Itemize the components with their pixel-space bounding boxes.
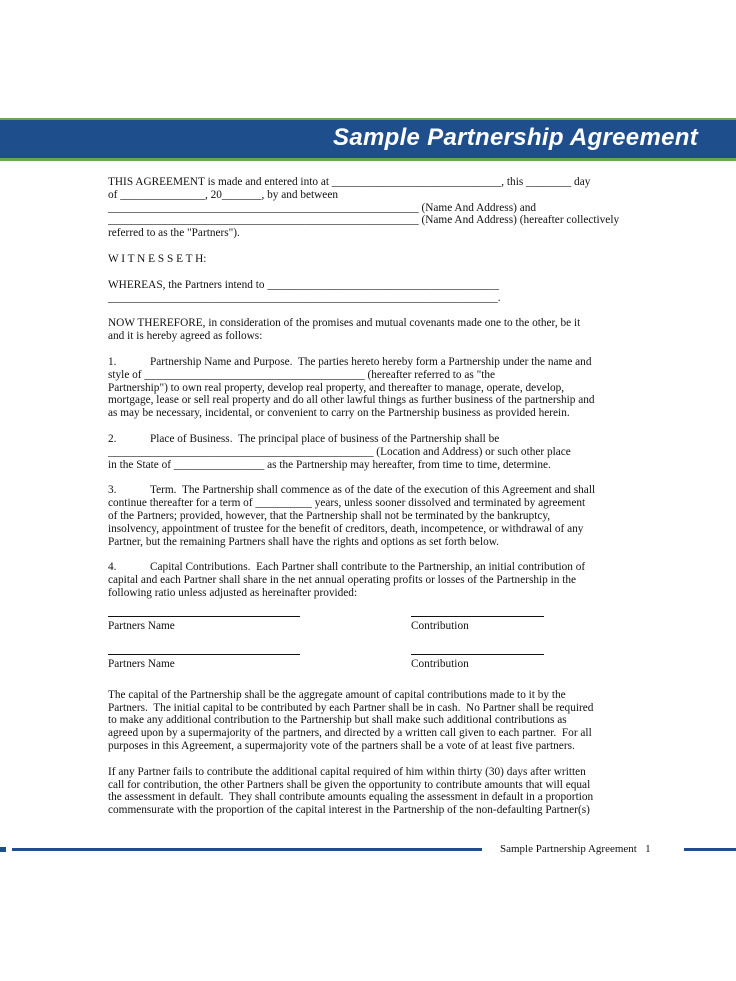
signature-line — [108, 654, 300, 655]
text-line: as may be necessary, incidental, or convenient to carry on the Partnership business as provided herein. — [108, 407, 570, 420]
text-line: insolvency, appointment of trustee for the benefit of creditors, death, incompetence, or withdrawal of any — [108, 522, 584, 535]
footer-rule-right — [684, 848, 736, 851]
text-line: mortgage, lease or sell real property and do all other lawful things as further business of the partnership and — [108, 394, 595, 407]
text-line: agreed upon by a supermajority of the partners, and directed by a written call given to each partner. For all — [108, 727, 592, 740]
signature-line — [411, 616, 544, 617]
document-title: Sample Partnership Agreement — [333, 124, 698, 151]
section-text: Term. The Partnership shall commence as of the date of the execution of this Agreement and shall — [150, 484, 596, 497]
text-line: of _______________, 20_______, by and between — [108, 188, 338, 201]
text-line — [108, 433, 628, 446]
witnesseth-heading — [108, 253, 628, 266]
text-line: Partners. The initial capital to be contributed by each Partner shall be in cash. No Partner shall be required — [108, 701, 594, 714]
now-therefore-paragraph — [108, 317, 628, 343]
text-line — [108, 484, 628, 497]
default-paragraph — [108, 766, 628, 817]
text-line: _______________________________________________ (Location and Address) or such other place — [108, 445, 571, 458]
footer-title: Sample Partnership Agreement — [500, 843, 637, 855]
section-2 — [108, 433, 628, 471]
text-line: _______________________________________________________ (Name And Address) and — [108, 201, 537, 214]
contribution-caption: Contribution — [411, 619, 469, 632]
contribution-field — [411, 613, 544, 633]
section-text: Place of Business. The principal place of business of the Partnership shall be — [150, 432, 500, 445]
document-body — [108, 176, 628, 830]
text-line — [108, 561, 628, 574]
text-line: referred to as the "Partners"). — [108, 227, 240, 240]
section-number: 4. — [108, 561, 117, 574]
text-line: the assessment in default. They shall contribute amounts equaling the assessment in default in a proportion — [108, 791, 594, 804]
text-line: in the State of ________________ as the Partnership may hereafter, from time to time, determine. — [108, 458, 551, 471]
text-line: to make any additional contribution to the Partnership but shall make such additional contributions as — [108, 714, 567, 727]
section-1 — [108, 356, 628, 420]
text-line: purposes in this Agreement, a supermajority vote of the partners shall be a vote of at least five partners. — [108, 739, 575, 752]
capital-paragraph — [108, 689, 628, 753]
text-line: capital and each Partner shall share in the net annual operating profits or losses of the Partnership in the — [108, 574, 577, 587]
text-line: and it is hereby agreed as follows: — [108, 330, 263, 343]
section-3 — [108, 484, 628, 548]
text-line: commensurate with the proportion of the capital interest in the Partnership of the non-defaulting Partner(s) — [108, 804, 590, 817]
footer-rule — [12, 848, 482, 851]
text-line: style of _______________________________________ (hereafter referred to as "the — [108, 368, 496, 381]
signature-row — [108, 651, 628, 689]
text-line: If any Partner fails to contribute the additional capital required of him within thirty (30) days after written — [108, 765, 586, 778]
text-line: The capital of the Partnership shall be the aggregate amount of capital contributions made to it by the — [108, 688, 566, 701]
text-line: continue thereafter for a term of __________ years, unless sooner dissolved and terminated by agreement — [108, 497, 586, 510]
title-banner — [0, 118, 736, 161]
text-line: of the Partners; provided, however, that the Partnership shall not be terminated by the bankruptcy, — [108, 509, 551, 522]
partner-name-caption: Partners Name — [108, 657, 175, 670]
text-line: _______________________________________________________ (Name And Address) (hereafter collectively — [108, 214, 620, 227]
text-line: following ratio unless adjusted as hereinafter provided: — [108, 586, 358, 599]
text-line: call for contribution, the other Partners shall be given the opportunity to contribute amounts that will equal — [108, 778, 591, 791]
text-line: WHEREAS, the Partners intend to _________________________________________ — [108, 278, 499, 291]
section-text: Capital Contributions. Each Partner shall contribute to the Partnership, an initial contribution of — [150, 561, 586, 574]
partner-name-field — [108, 651, 300, 671]
section-text: Partnership Name and Purpose. The parties hereto hereby form a Partnership under the name and — [150, 355, 592, 368]
section-4 — [108, 561, 628, 599]
page-footer — [500, 843, 651, 855]
page-number: 1 — [645, 843, 651, 855]
signature-line — [411, 654, 544, 655]
partner-name-caption: Partners Name — [108, 619, 175, 632]
text-line: Partner, but the remaining Partners shall have the rights and options as set forth below. — [108, 535, 499, 548]
section-number: 2. — [108, 432, 117, 445]
signature-row — [108, 613, 628, 651]
signature-line — [108, 616, 300, 617]
contribution-field — [411, 651, 544, 671]
intro-paragraph — [108, 176, 628, 240]
whereas-paragraph — [108, 279, 628, 305]
text-line: _____________________________________________________________________. — [108, 291, 501, 304]
text-line: NOW THEREFORE, in consideration of the promises and mutual covenants made one to the other, be it — [108, 317, 581, 330]
footer-rule-marker — [0, 847, 6, 852]
contribution-caption: Contribution — [411, 657, 469, 670]
text-line: W I T N E S S E T H: — [108, 252, 207, 265]
section-number: 3. — [108, 484, 117, 497]
text-line: THIS AGREEMENT is made and entered into at ______________________________, this ________ day — [108, 176, 591, 188]
partner-name-field — [108, 613, 300, 633]
text-line — [108, 356, 628, 369]
section-number: 1. — [108, 355, 117, 368]
text-line: Partnership") to own real property, develop real property, and thereafter to manage, operate, develop, — [108, 381, 565, 394]
